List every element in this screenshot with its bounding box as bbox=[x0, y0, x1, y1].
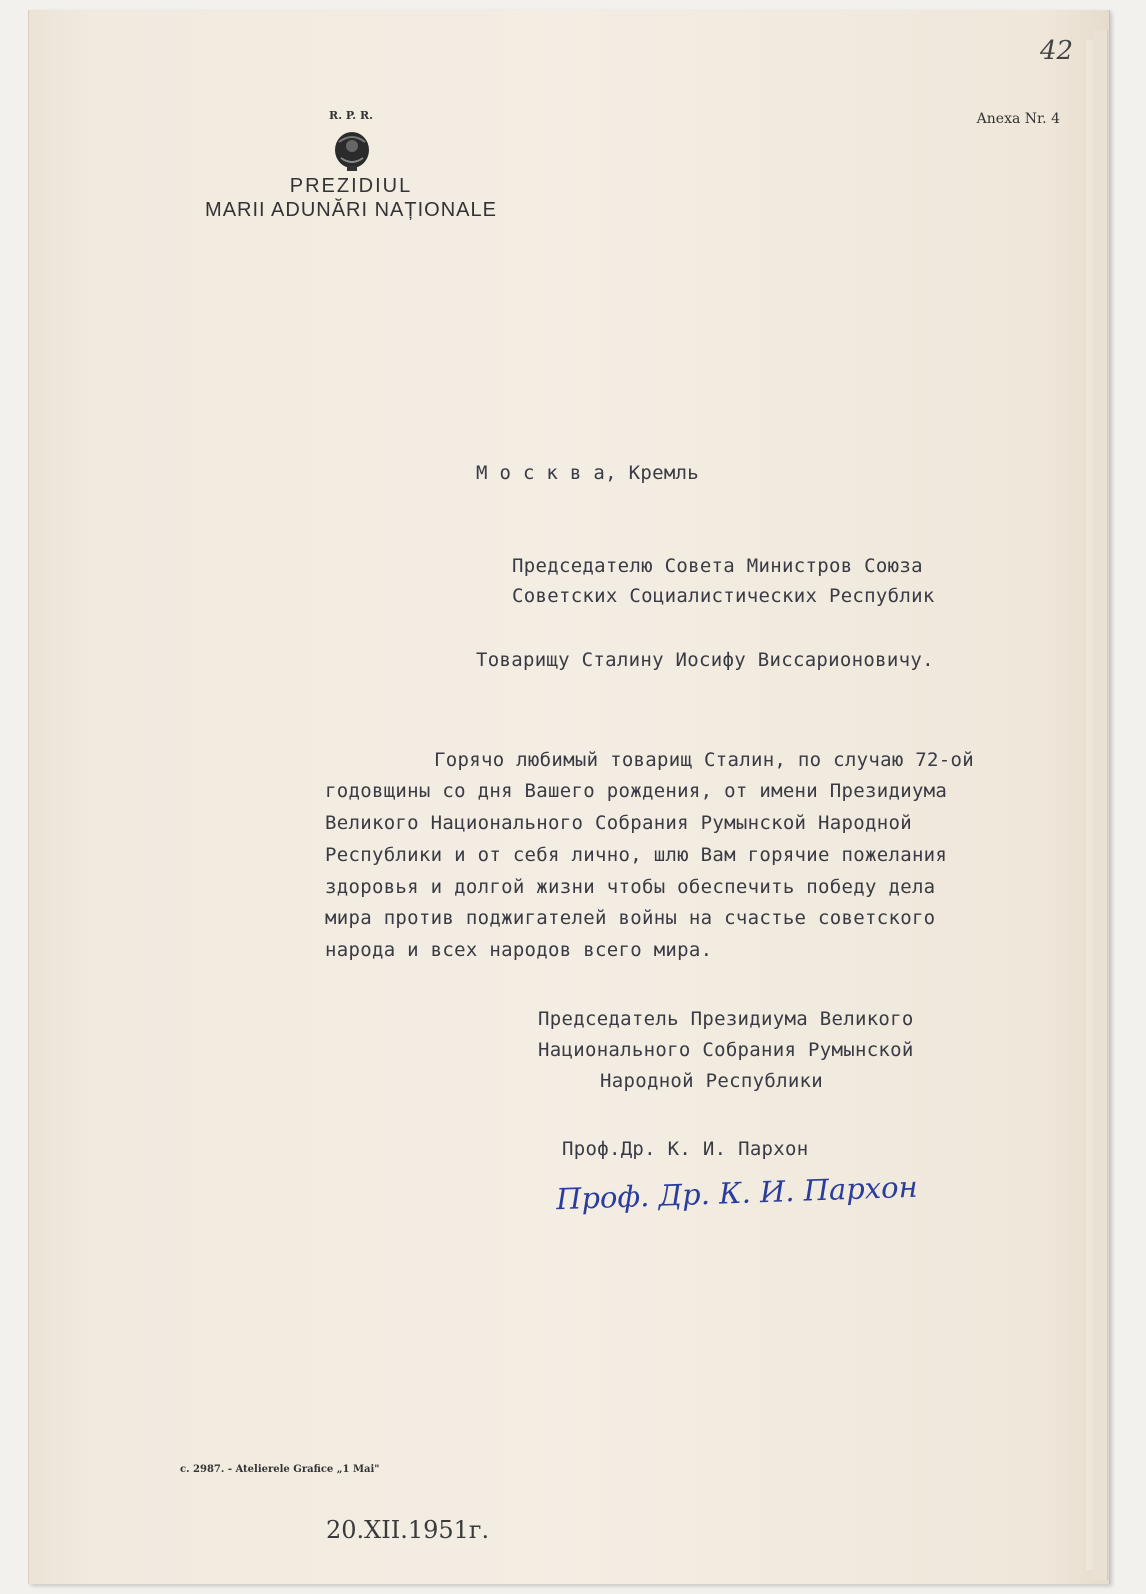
signatory-line: Национального Собрания Румынской bbox=[538, 1039, 914, 1061]
handwritten-signature: Проф. Др. К. И. Пархон bbox=[555, 1169, 919, 1217]
place-line: М о с к в а, Кремль bbox=[476, 462, 700, 484]
annex-label: Anexa Nr. 4 bbox=[976, 111, 1060, 127]
institution-line2: MARII ADUNĂRI NAȚIONALE bbox=[205, 199, 497, 221]
body-line: Великого Национального Собрания Румынской Народной bbox=[325, 812, 912, 834]
handwritten-date: 20.XII.1951г. bbox=[326, 1516, 490, 1544]
printer-imprint: c. 2987. - Atelierele Grafice „1 Mai" bbox=[180, 1464, 380, 1475]
body-line: народа и всех народов всего мира. bbox=[325, 939, 713, 961]
institution-line1: PREZIDIUL bbox=[289, 175, 413, 197]
addressee-name: Товарищу Сталину Иосифу Виссарионовичу. bbox=[476, 649, 934, 671]
body-line: Республики и от себя лично, шлю Вам горячие пожелания bbox=[325, 844, 948, 866]
coat-of-arms-emblem bbox=[333, 130, 371, 172]
addressee-line2: Советских Социалистических Республик bbox=[512, 585, 935, 607]
body-line: годовщины со дня Вашего рождения, от имени Президиума bbox=[325, 780, 948, 802]
body-line: Горячо любимый товарищ Сталин, по случаю 72-ой bbox=[434, 749, 974, 771]
typed-signatory-name: Проф.Др. К. И. Пархон bbox=[562, 1138, 809, 1160]
page-edge-outer bbox=[1093, 30, 1108, 1580]
addressee-line1: Председателю Совета Министров Союза bbox=[512, 555, 923, 577]
folio-number: 42 bbox=[1040, 36, 1074, 66]
body-line: здоровья и долгой жизни чтобы обеспечить победу дела bbox=[325, 876, 936, 898]
signatory-line: Народной Республики bbox=[600, 1070, 824, 1092]
signatory-line: Председатель Президиума Великого bbox=[538, 1008, 914, 1030]
body-line: мира против поджигателей войны на счастье советского bbox=[325, 907, 936, 929]
state-abbrev: R. P. R. bbox=[329, 109, 373, 122]
